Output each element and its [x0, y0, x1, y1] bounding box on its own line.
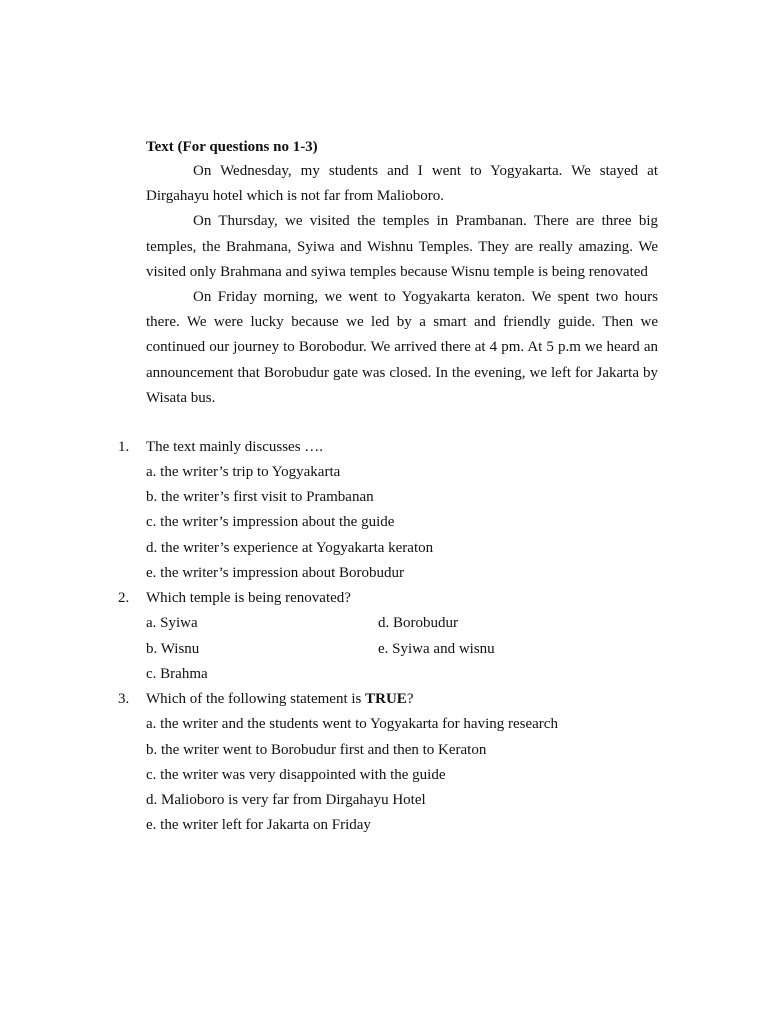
question-text: Which temple is being renovated? [146, 590, 351, 606]
question-text: The text mainly discusses …. [146, 439, 324, 455]
question-text [146, 687, 413, 712]
answer-option: d. Borobudur [378, 615, 458, 631]
passage-paragraph: On Thursday, we visited the temples in Prambanan. There are three big temples, the Brahmana, Syiwa and Wishnu Temples. They are really amazing. We visited only Brahmana and syiwa temples because Wisnu temple is being renovated [146, 213, 658, 280]
passage-heading: Text (For questions no 1-3) [146, 139, 318, 155]
answer-option: d. the writer’s experience at Yogyakarta keraton [146, 540, 434, 556]
answer-option: e. the writer’s impression about Borobudur [146, 565, 405, 581]
answer-option: c. the writer’s impression about the guide [146, 514, 395, 530]
reading-passage [146, 159, 658, 411]
question-number: 3. [118, 691, 130, 707]
question-text-start: Which of the following statement is [146, 691, 366, 707]
answer-option: d. Malioboro is very far from Dirgahayu Hotel [146, 792, 426, 808]
question-number: 1. [118, 439, 130, 455]
answer-option: a. the writer’s trip to Yogyakarta [146, 464, 341, 480]
answer-option: c. the writer was very disappointed with the guide [146, 767, 446, 783]
answer-option: b. the writer went to Borobudur first and then to Keraton [146, 742, 487, 758]
answer-option: e. Syiwa and wisnu [378, 641, 495, 657]
answer-option: a. the writer and the students went to Yogyakarta for having research [146, 716, 558, 732]
answer-option: b. Wisnu [146, 641, 200, 657]
answer-option: b. the writer’s first visit to Prambanan [146, 489, 374, 505]
question-number: 2. [118, 590, 130, 606]
answer-option: c. Brahma [146, 666, 208, 682]
passage-paragraph: On Friday morning, we went to Yogyakarta keraton. We spent two hours there. We were lucky because we led by a smart and friendly guide. Then we continued our journey to Borobodur. We arrived there at 4 pm. At 5 p.m we heard an announcement that Borobudur gate was closed. In the evening, we left for Jakarta by Wisata bus. [146, 289, 658, 406]
question-text-end: ? [406, 691, 414, 707]
passage-paragraph: On Wednesday, my students and I went to Yogyakarta. We stayed at Dirgahayu hotel which is not far from Malioboro. [146, 163, 658, 205]
emphasis-true: TRUE [365, 691, 407, 707]
answer-option: e. the writer left for Jakarta on Friday [146, 817, 371, 833]
answer-option: a. Syiwa [146, 615, 198, 631]
